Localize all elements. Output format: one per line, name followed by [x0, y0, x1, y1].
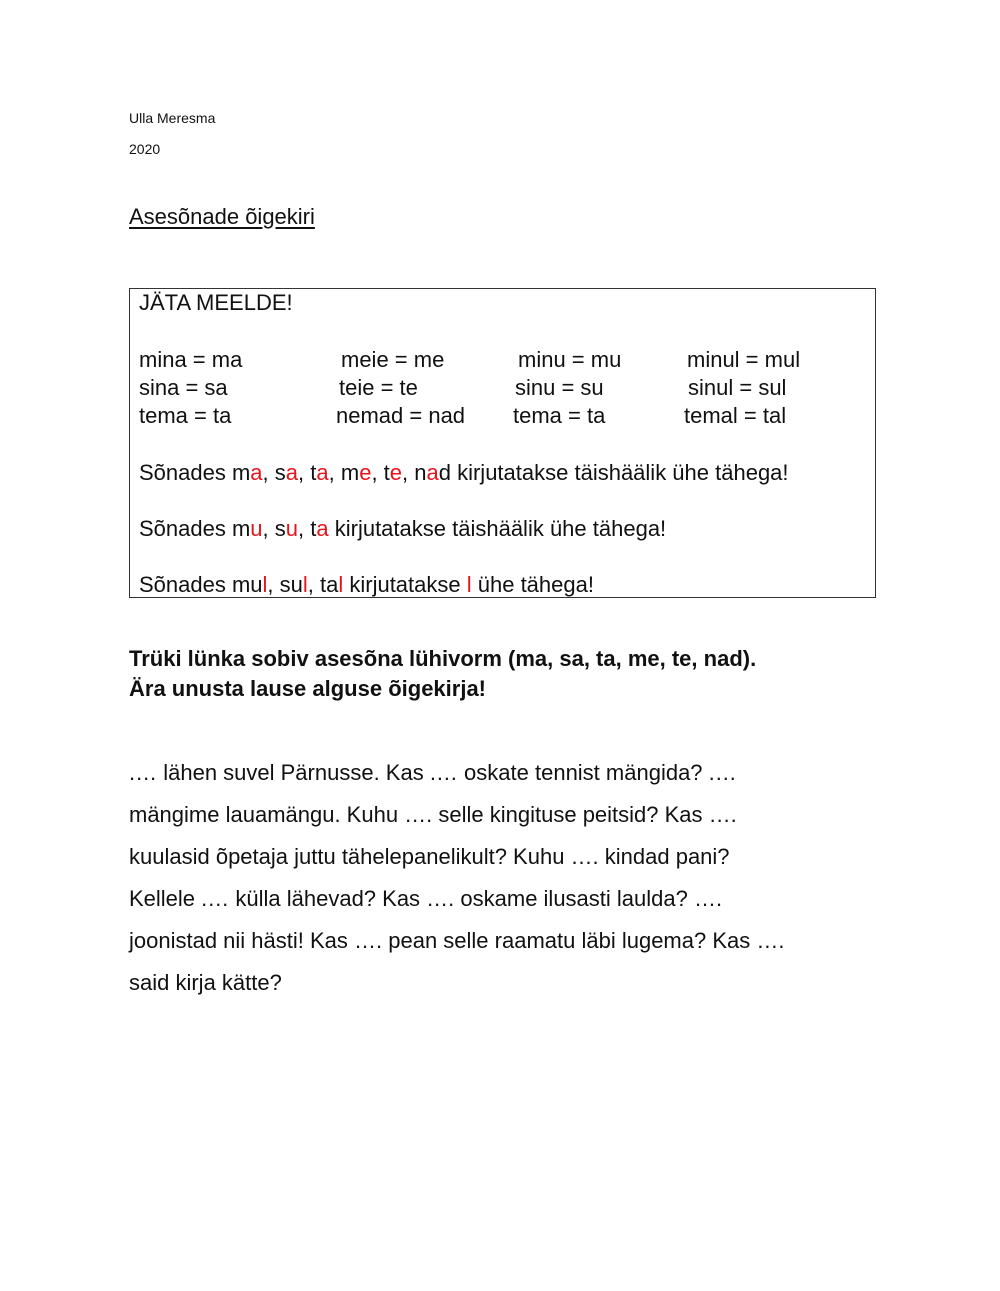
rule-text: Sõnades m — [139, 516, 251, 541]
rule-text: d kirjutatakse täishäälik ühe tähega! — [438, 460, 789, 485]
pronoun-pair: sinul = sul — [688, 375, 787, 400]
rule-sentence — [139, 460, 789, 486]
highlighted-letter: l — [262, 572, 268, 597]
rule-text: , t — [371, 460, 390, 485]
highlighted-letter: e — [389, 460, 403, 485]
pronoun-row — [130, 374, 875, 402]
pronoun-pair: sinu = su — [515, 375, 604, 400]
highlighted-letter: l — [466, 572, 472, 597]
pronoun-pair: minul = mul — [687, 347, 801, 372]
pronoun-pair: meie = me — [341, 347, 445, 372]
exercise-line: kuulasid õpetaja juttu tähelepanelikult? Kuhu …. kindad pani? — [129, 844, 730, 869]
rule-text: , s — [262, 516, 286, 541]
exercise-line: said kirja kätte? — [129, 970, 282, 995]
exercise-line: joonistad nii hästi! Kas …. pean selle raamatu läbi lugema? Kas …. — [129, 928, 785, 953]
author-name: Ulla Meresma — [129, 110, 216, 126]
pronoun-pair: tema = ta — [139, 403, 232, 428]
rule-box-heading: JÄTA MEELDE! — [139, 290, 293, 315]
exercise-instruction — [129, 644, 756, 704]
rule-text: , m — [328, 460, 360, 485]
rule-box — [129, 288, 876, 598]
rule-sentence — [139, 572, 594, 598]
pronoun-row — [130, 346, 875, 374]
rule-text: , t — [298, 516, 317, 541]
pronoun-pair: teie = te — [339, 375, 418, 400]
rule-text: , t — [298, 460, 317, 485]
rule-text: Sõnades m — [139, 460, 251, 485]
rule-text: , s — [262, 460, 286, 485]
pronoun-pair: mina = ma — [139, 347, 243, 372]
pronoun-pair: nemad = nad — [336, 403, 466, 428]
highlighted-letter: a — [285, 460, 299, 485]
pronoun-pair: sina = sa — [139, 375, 228, 400]
highlighted-letter: a — [316, 516, 329, 541]
rule-text: kirjutatakse — [343, 572, 467, 597]
document-year: 2020 — [129, 141, 161, 157]
rule-text: , ta — [307, 572, 339, 597]
highlighted-letter: l — [302, 572, 308, 597]
exercise-line: Kellele .… külla lähevad? Kas …. oskame ilusasti laulda? …. — [129, 886, 723, 911]
rule-text: ühe tähega! — [471, 572, 594, 597]
rule-sentence — [139, 516, 666, 542]
highlighted-letter: a — [316, 460, 329, 485]
exercise-line: .… lähen suvel Pärnusse. Kas .… oskate tennist mängida? .… — [129, 760, 737, 785]
exercise-line: mängime lauamängu. Kuhu …. selle kingituse peitsid? Kas …. — [129, 802, 737, 827]
highlighted-letter: u — [285, 516, 299, 541]
rule-text: , su — [267, 572, 303, 597]
pronoun-pair: temal = tal — [684, 403, 787, 428]
highlighted-letter: l — [338, 572, 344, 597]
page-title: Asesõnade õigekiri — [129, 204, 315, 229]
pronoun-pair: minu = mu — [518, 347, 622, 372]
exercise-text — [129, 758, 889, 1010]
highlighted-letter: u — [250, 516, 263, 541]
rule-text: , n — [402, 460, 427, 485]
highlighted-letter: e — [359, 460, 372, 485]
pronoun-pair: tema = ta — [513, 403, 606, 428]
pronoun-row — [130, 402, 875, 430]
rule-text: kirjutatakse täishäälik ühe tähega! — [328, 516, 667, 541]
rule-text: Sõnades mu — [139, 572, 263, 597]
highlighted-letter: a — [250, 460, 263, 485]
highlighted-letter: a — [426, 460, 439, 485]
instruction-line: Trüki lünka sobiv asesõna lühivorm (ma, sa, ta, me, te, nad). — [129, 646, 757, 671]
instruction-line: Ära unusta lause alguse õigekirja! — [129, 676, 487, 701]
